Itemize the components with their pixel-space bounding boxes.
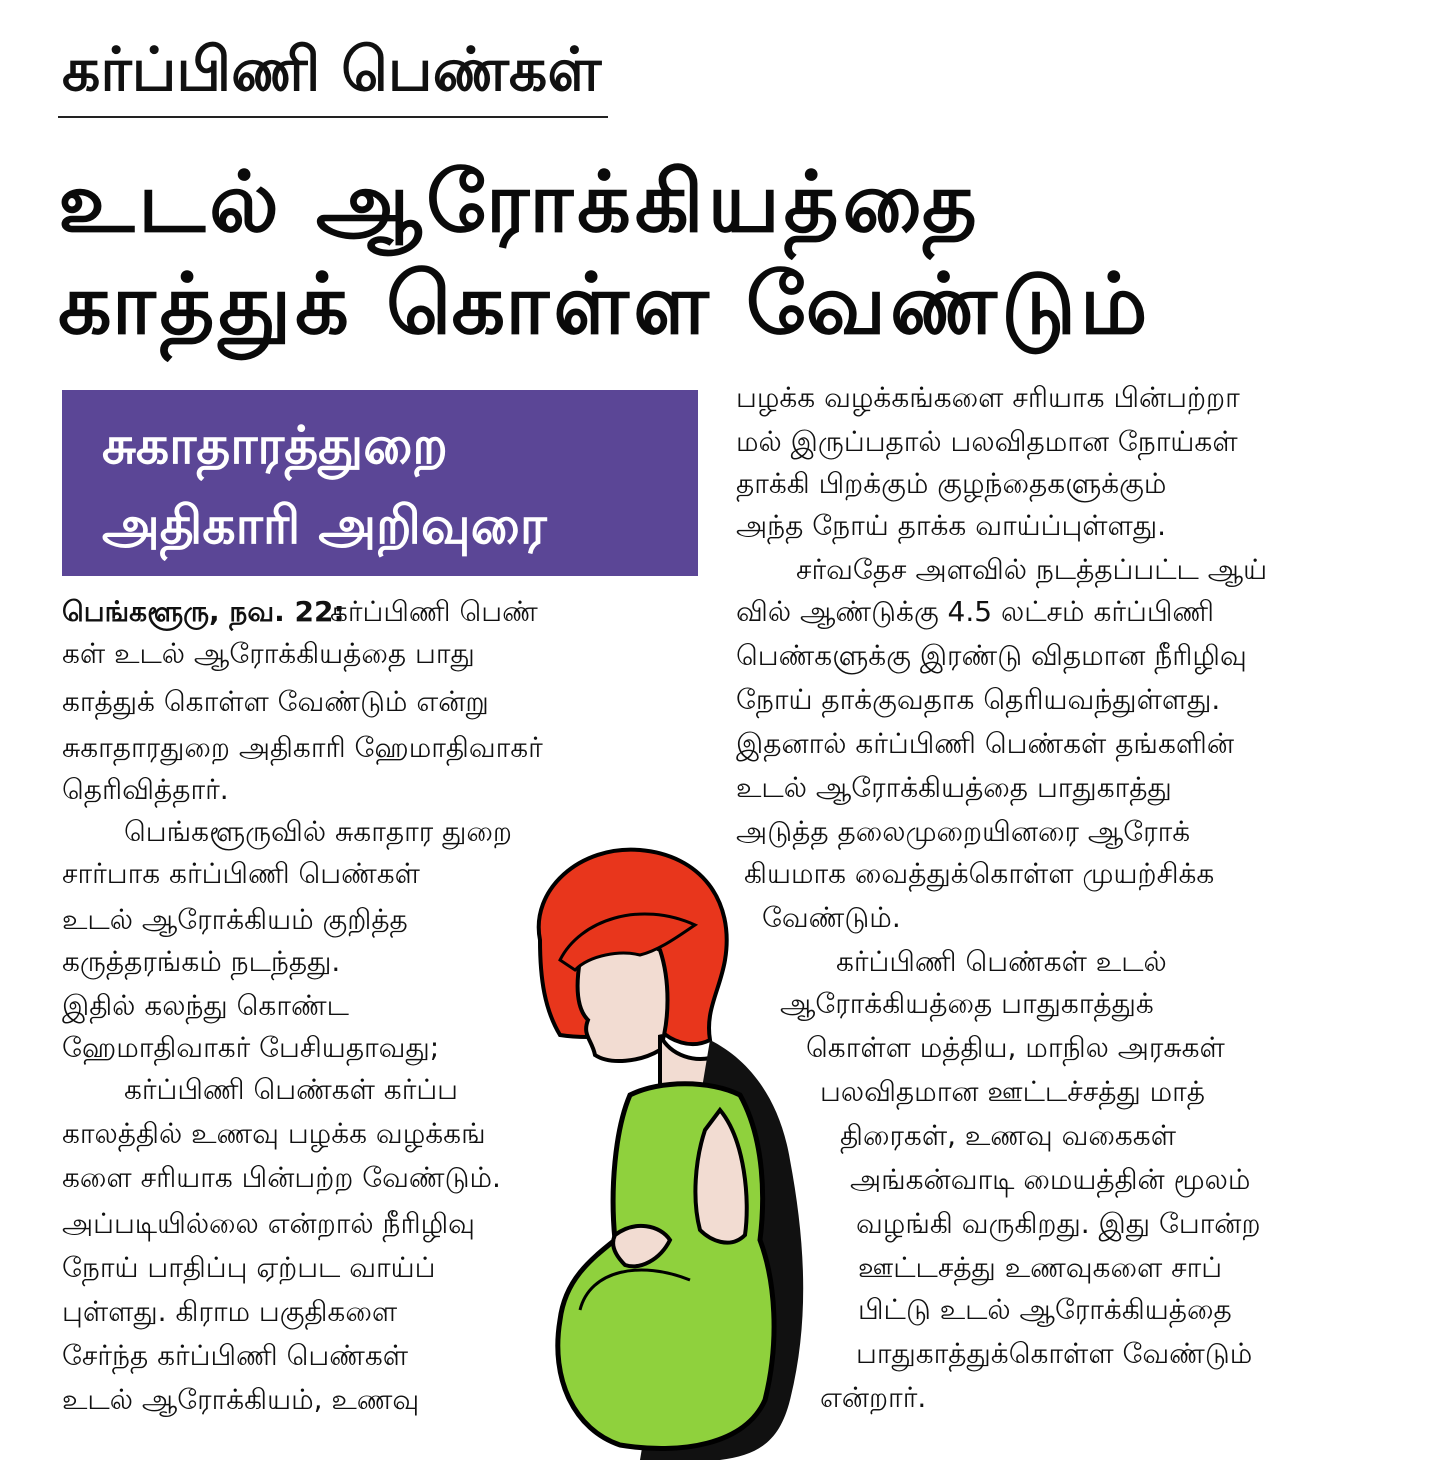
kicker: கர்ப்பிணி பெண்கள் [62, 35, 602, 105]
body-line: பழக்க வழக்கங்களை சரியாக பின்பற்றா [736, 381, 1240, 414]
body-line: கியமாக வைத்துக்கொள்ள முயற்சிக்க [744, 857, 1215, 890]
body-line: இதனால் கர்ப்பிணி பெண்கள் தங்களின் [736, 727, 1234, 760]
body-line: கர்ப்பிணி பெண் [330, 595, 538, 628]
body-line: உடல் ஆரோக்கியம், உணவு [62, 1383, 420, 1416]
body-line: நோய் பாதிப்பு ஏற்பட வாய்ப் [62, 1251, 436, 1284]
body-line: கொள்ள மத்திய, மாநில அரசுகள் [806, 1031, 1225, 1064]
body-line: காலத்தில் உணவு பழக்க வழக்கங் [62, 1117, 486, 1150]
body-line: களை சரியாக பின்பற்ற வேண்டும். [62, 1161, 501, 1194]
body-line: கள் உடல் ஆரோக்கியத்தை பாது [62, 637, 475, 670]
body-line: நோய் தாக்குவதாக தெரியவந்துள்ளது. [736, 683, 1221, 716]
body-line: பிட்டு உடல் ஆரோக்கியத்தை [858, 1293, 1232, 1326]
body-line: பாதுகாத்துக்கொள்ள வேண்டும் [856, 1337, 1253, 1370]
dateline: பெங்களூரு, நவ. 22: [62, 595, 345, 628]
subhead-line-2: அதிகாரி அறிவுரை [102, 496, 547, 556]
body-line: தாக்கி பிறக்கும் குழந்தைகளுக்கும் [736, 467, 1167, 500]
body-line: இதில் கலந்து கொண்ட [62, 989, 349, 1022]
body-line: காத்துக் கொள்ள வேண்டும் என்று [62, 685, 489, 718]
headline-line-2: காத்துக் கொள்ள வேண்டும் [58, 255, 1152, 353]
headline-line-1: உடல் ஆரோக்கியத்தை [58, 153, 981, 251]
body-line: கர்ப்பிணி பெண்கள் உடல் [836, 945, 1167, 978]
body-line: உடல் ஆரோக்கியம் குறித்த [62, 903, 408, 936]
body-line: ஹேமாதிவாகர் பேசியதாவது; [62, 1031, 440, 1064]
body-line: வழங்கி வருகிறது. இது போன்ற [856, 1207, 1261, 1240]
body-line: பெங்களூருவில் சுகாதார துறை [124, 815, 512, 848]
body-line: சார்பாக கர்ப்பிணி பெண்கள் [62, 857, 420, 890]
dress-shape [558, 1084, 774, 1449]
body-line: கர்ப்பிணி பெண்கள் கர்ப்ப [124, 1073, 459, 1106]
body-line: பெண்களுக்கு இரண்டு விதமான நீரிழிவு [736, 639, 1247, 672]
body-line: வேண்டும். [762, 901, 901, 934]
body-line: அடுத்த தலைமுறையினரை ஆரோக் [736, 815, 1191, 848]
body-line: சுகாதாரதுறை அதிகாரி ஹேமாதிவாகர் [62, 731, 543, 764]
body-line: அப்படியில்லை என்றால் நீரிழிவு [62, 1207, 475, 1240]
body-line: என்றார். [820, 1381, 927, 1414]
body-line: மல் இருப்பதால் பலவிதமான நோய்கள் [736, 425, 1238, 458]
subhead-box [62, 390, 698, 576]
body-line: திரைகள், உணவு வகைகள் [840, 1119, 1176, 1152]
body-line: சேர்ந்த கர்ப்பிணி பெண்கள் [62, 1339, 409, 1372]
body-line: தெரிவித்தார். [62, 773, 229, 806]
body-line: ஆரோக்கியத்தை பாதுகாத்துக் [780, 987, 1154, 1020]
body-line: கருத்தரங்கம் நடந்தது. [62, 945, 341, 978]
body-line: சர்வதேச அளவில் நடத்தப்பட்ட ஆய் [796, 553, 1268, 586]
pregnant-woman-illustration [520, 840, 820, 1460]
subhead-line-1: சுகாதாரத்துறை [102, 416, 448, 476]
body-line: உடல் ஆரோக்கியத்தை பாதுகாத்து [736, 771, 1172, 804]
kicker-rule [58, 116, 608, 118]
body-line: பலவிதமான ஊட்டச்சத்து மாத் [820, 1075, 1206, 1108]
body-line: புள்ளது. கிராம பகுதிகளை [62, 1295, 398, 1328]
body-line: அங்கன்வாடி மையத்தின் மூலம் [850, 1163, 1251, 1196]
body-line: அந்த நோய் தாக்க வாய்ப்புள்ளது. [736, 509, 1167, 542]
body-line: வில் ஆண்டுக்கு 4.5 லட்சம் கர்ப்பிணி [736, 595, 1215, 628]
body-line: ஊட்டசத்து உணவுகளை சாப் [858, 1251, 1223, 1284]
